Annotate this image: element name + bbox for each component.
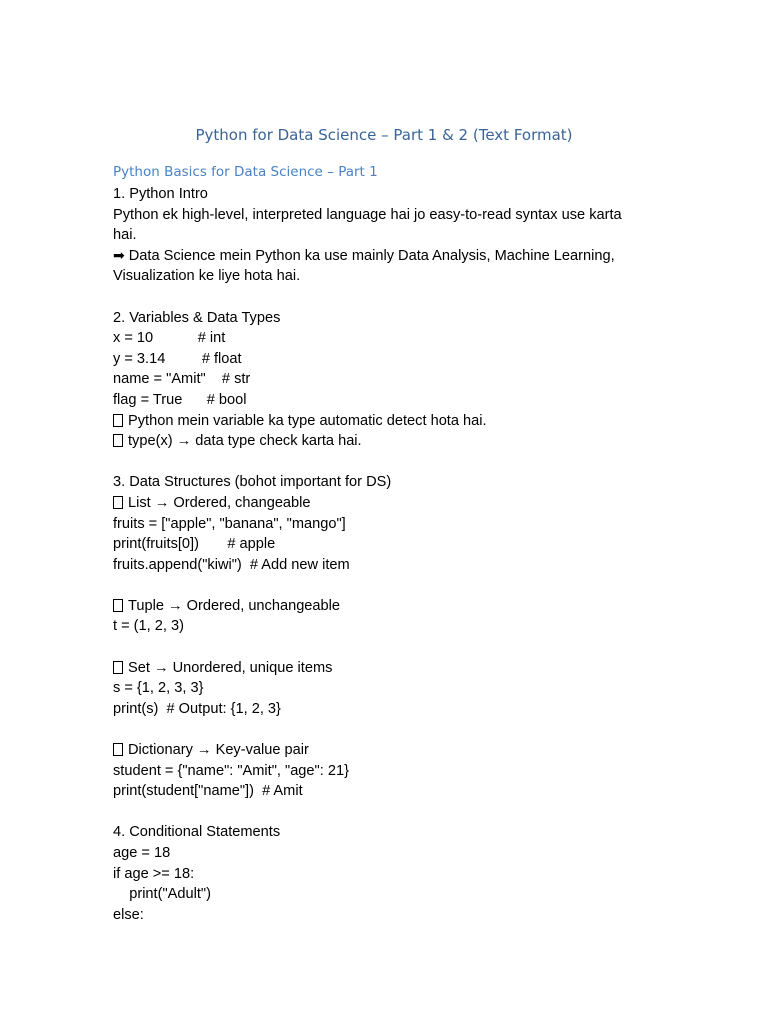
text-line xyxy=(113,246,658,267)
missing-glyph-box-icon xyxy=(113,434,123,447)
text-line-content: type(x) → data type check karta hai. xyxy=(128,433,362,450)
blank-line xyxy=(113,287,658,308)
missing-glyph-box-icon xyxy=(113,496,123,509)
text-line-content: Data Science mein Python ka use mainly Data Analysis, Machine Learning, xyxy=(128,247,615,264)
code-line: student = {"name": "Amit", "age": 21} xyxy=(113,762,349,779)
section-heading: Python Basics for Data Science – Part 1 xyxy=(113,164,378,180)
code-line: else: xyxy=(113,906,144,923)
text-line xyxy=(113,493,658,514)
code-line: y = 3.14 # float xyxy=(113,350,242,367)
text-line: 3. Data Structures (bohot important for DS) xyxy=(113,474,392,491)
document-title: Python for Data Science – Part 1 & 2 (Text Format) xyxy=(195,126,573,144)
code-line: t = (1, 2, 3) xyxy=(113,618,184,635)
code-line: age = 18 xyxy=(113,845,171,861)
text-line-content: Dictionary → Key-value pair xyxy=(128,742,309,759)
code-line: flag = True # bool xyxy=(113,391,247,408)
text-line-content: Tuple → Ordered, unchangeable xyxy=(128,597,341,614)
text-line-content: Python mein variable ka type automatic detect hota hai. xyxy=(128,412,487,429)
code-line: x = 10 # int xyxy=(113,330,226,347)
code-line: fruits = ["apple", "banana", "mango"] xyxy=(113,515,346,532)
text-line xyxy=(113,596,658,617)
missing-glyph-box-icon xyxy=(113,743,123,756)
blank-line xyxy=(113,575,658,596)
text-line xyxy=(113,411,658,432)
blank-line xyxy=(113,637,658,658)
text-line: hai. xyxy=(113,227,137,244)
code-line: s = {1, 2, 3, 3} xyxy=(113,680,204,697)
blank-line xyxy=(113,719,658,740)
text-line xyxy=(113,431,658,452)
code-line: print(fruits[0]) # apple xyxy=(113,536,276,553)
text-line xyxy=(113,658,658,679)
code-line: name = "Amit" # str xyxy=(113,371,251,388)
code-line: print(student["name"]) # Amit xyxy=(113,783,303,800)
text-line: 4. Conditional Statements xyxy=(113,824,281,841)
text-line: Visualization ke liye hota hai. xyxy=(113,268,301,285)
code-line: if age >= 18: xyxy=(113,865,195,882)
text-line xyxy=(113,740,658,761)
missing-glyph-box-icon xyxy=(113,599,123,612)
code-line: print("Adult") xyxy=(113,886,211,903)
right-arrow-icon: ➡ xyxy=(113,247,125,264)
document-body xyxy=(113,184,658,925)
code-line: fruits.append("kiwi") # Add new item xyxy=(113,556,350,573)
text-line: 2. Variables & Data Types xyxy=(113,309,281,326)
missing-glyph-box-icon xyxy=(113,661,123,674)
code-line: print(s) # Output: {1, 2, 3} xyxy=(113,700,281,717)
text-line-content: List → Ordered, changeable xyxy=(128,494,311,511)
blank-line xyxy=(113,452,658,473)
missing-glyph-box-icon xyxy=(113,414,123,427)
text-line: 1. Python Intro xyxy=(113,186,208,202)
text-line: Python ek high-level, interpreted language hai jo easy-to-read syntax use karta xyxy=(113,206,622,223)
text-line-content: Set → Unordered, unique items xyxy=(128,659,333,676)
blank-line xyxy=(113,802,658,823)
